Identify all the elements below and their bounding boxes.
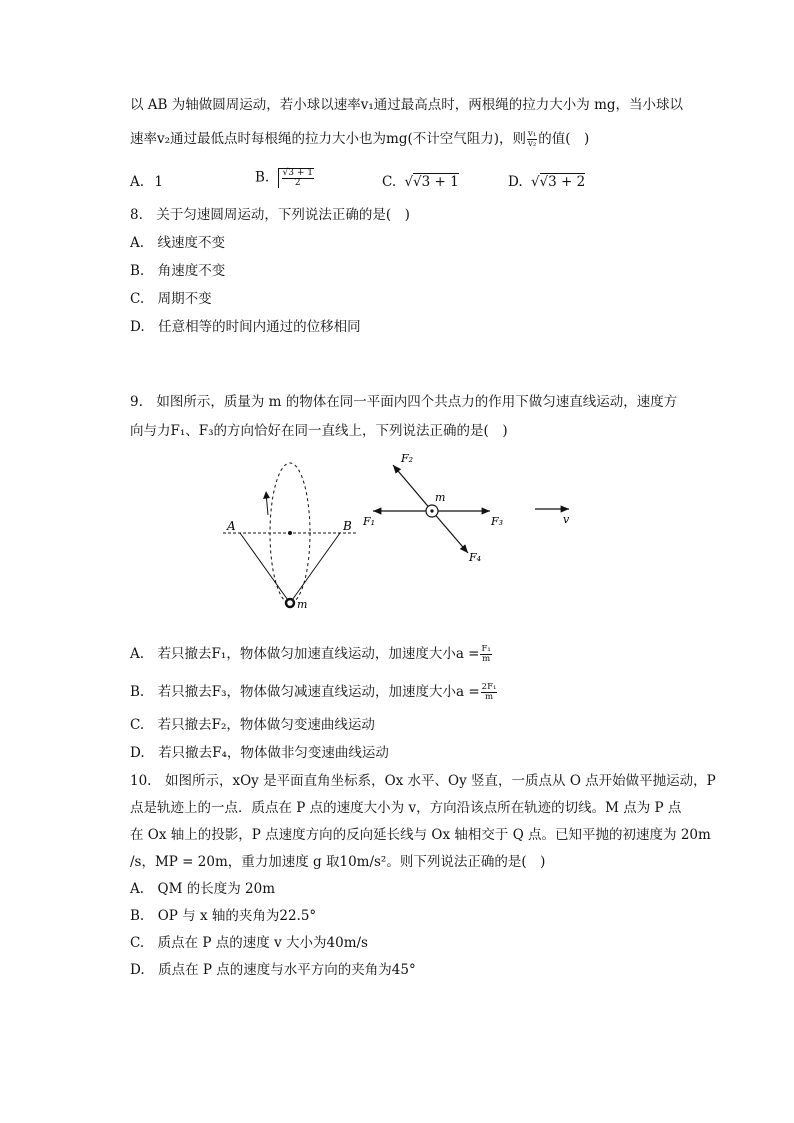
- q10-stem-line4: /s，MP = 20m，重力加速度 g 取10m/s²。则下列说法正确的是( ): [130, 854, 546, 870]
- sqrt-sign: √: [530, 174, 540, 190]
- ball: [286, 599, 294, 607]
- mass-center-dot: [430, 509, 433, 512]
- string-left: [240, 533, 290, 603]
- force-f2-arrow: [393, 465, 432, 511]
- q7-option-d[interactable]: [508, 173, 585, 191]
- accel-fraction: [480, 645, 491, 664]
- option-value: √3 + 2: [539, 174, 586, 190]
- q7-option-c[interactable]: [382, 173, 459, 191]
- sqrt-sign: √: [404, 174, 414, 190]
- rotating-ball-figure: [215, 455, 365, 620]
- fraction-numerator: v₁: [528, 129, 537, 139]
- q8-option-c[interactable]: C. 周期不变: [130, 291, 212, 307]
- rotation-arrow-icon: [263, 491, 270, 499]
- q10-option-a[interactable]: A. QM 的长度为 20m: [130, 881, 275, 897]
- option-value: 1: [154, 174, 163, 190]
- q8-option-b[interactable]: B. 角速度不变: [130, 263, 226, 279]
- fraction-denominator: m: [482, 654, 491, 664]
- q9-option-c[interactable]: C. 若只撤去F₂，物体做匀变速曲线运动: [130, 717, 375, 733]
- label-f4: F₄: [469, 551, 482, 564]
- q9-option-d[interactable]: D. 若只撤去F₄，物体做非匀变速曲线运动: [130, 745, 389, 761]
- label-b: B: [343, 519, 352, 533]
- q9-option-b[interactable]: [130, 683, 498, 702]
- force-diagram: [355, 445, 585, 570]
- option-label: C.: [382, 174, 397, 190]
- q10-option-b[interactable]: B. OP 与 x 轴的夹角为22.5°: [130, 908, 317, 924]
- q8-option-a[interactable]: A. 线速度不变: [130, 235, 226, 251]
- accel-fraction: [481, 683, 498, 702]
- label-f3: F₃: [491, 515, 504, 528]
- q7-stem-line2-end: 的值( ): [538, 131, 590, 147]
- option-value: √3 + 1: [413, 174, 459, 190]
- label-m: m: [297, 598, 308, 611]
- sqrt-fraction: [278, 168, 314, 188]
- q7-stem-line2-text: 速率v₂通过最低点时每根绳的拉力大小也为mg(不计空气阻力)，则: [130, 131, 527, 147]
- q7-option-a[interactable]: [130, 173, 163, 191]
- label-a: A: [227, 519, 236, 533]
- q8-stem: 8. 关于匀速圆周运动，下列说法正确的是( ): [130, 207, 410, 223]
- label-mass: m: [435, 491, 446, 504]
- q10-stem-line2: 点是轨迹上的一点．质点在 P 点的速度大小为 v，方向沿该点所在轨迹的切线。M 点为 P 点: [130, 800, 682, 816]
- fraction-numerator: 2F₁: [481, 682, 497, 692]
- q7-stem-line1: 以 AB 为轴做圆周运动，若小球以速率v₁通过最高点时，两根绳的拉力大小为 mg，当小球以: [130, 97, 684, 113]
- string-right: [290, 533, 340, 603]
- label-f2: F₂: [401, 452, 414, 465]
- center-dot: [288, 531, 292, 535]
- fraction-numerator: √3 + 1: [282, 168, 313, 178]
- fraction-numerator: F₁: [481, 644, 491, 654]
- option-label: B.: [255, 169, 270, 186]
- q9-stem-line1: 9. 如图所示，质量为 m 的物体在同一平面内四个共点力的作用下做匀速直线运动，速度方: [130, 394, 678, 410]
- q7-option-b[interactable]: [255, 168, 315, 188]
- q10-option-c[interactable]: C. 质点在 P 点的速度 v 大小为40m/s: [130, 935, 368, 951]
- q10-stem-line1: 10. 如图所示，xOy 是平面直角坐标系，Ox 水平、Oy 竖直，一质点从 O 点开始做平抛运动，P: [130, 773, 716, 789]
- option-label: A.: [130, 174, 145, 190]
- q10-stem-line3: 在 Ox 轴上的投影，P 点速度方向的反向延长线与 Ox 轴相交于 Q 点。已知平抛的初速度为 20m: [130, 827, 711, 843]
- fraction-denominator: m: [484, 692, 494, 702]
- v1-over-v2-fraction: [527, 130, 537, 149]
- fraction-denominator: v₂: [528, 139, 537, 149]
- option-text: B. 若只撤去F₃，物体做匀减速直线运动，加速度大小a =: [130, 684, 480, 700]
- force-f4-arrow: [432, 511, 468, 553]
- q7-stem-line2: [130, 130, 589, 149]
- label-v: v: [563, 513, 570, 526]
- q10-option-d[interactable]: D. 质点在 P 点的速度与水平方向的夹角为45°: [130, 962, 416, 978]
- option-label: D.: [508, 174, 523, 190]
- q8-option-d[interactable]: D. 任意相等的时间内通过的位移相同: [130, 319, 361, 335]
- q9-stem-line2: 向与力F₁、F₃的方向恰好在同一直线上，下列说法正确的是( ): [130, 423, 508, 439]
- option-text: A. 若只撤去F₁，物体做匀加速直线运动，加速度大小a =: [130, 646, 480, 662]
- fraction-denominator: 2: [294, 178, 301, 188]
- label-f1: F₁: [363, 515, 376, 528]
- q9-option-a[interactable]: [130, 645, 493, 664]
